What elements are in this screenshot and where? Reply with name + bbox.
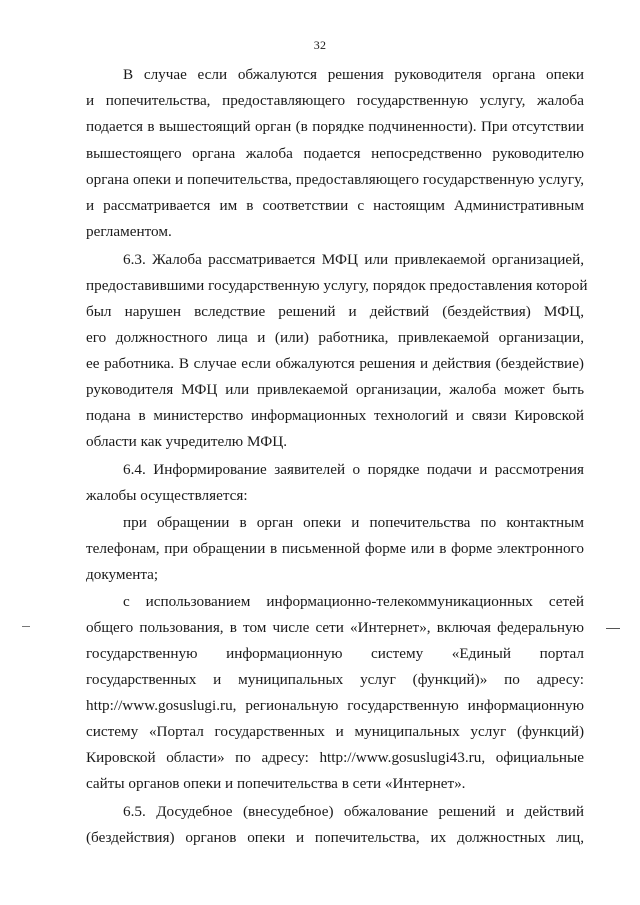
paragraph-line: телефонам, при обращении в письменной форме или в форме электронного	[86, 540, 584, 557]
paragraph-line: был нарушен вследствие решений и действий (бездействия) МФЦ,	[86, 303, 584, 320]
paragraph-line: органа опеки и попечительства, предоставляющего государственную услугу,	[86, 171, 584, 188]
paragraph-line: государственных и муниципальных услуг (функций)» по адресу:	[86, 671, 584, 688]
paragraph-line: систему «Портал государственных и муниципальных услуг (функций)	[86, 723, 584, 740]
paragraph-line: жалобы осуществляется:	[86, 487, 248, 504]
paragraph-line: при обращении в орган опеки и попечительства по контактным	[123, 514, 584, 531]
paragraph-line: Кировской области» по адресу: http://www.gosuslugi43.ru, официальные	[86, 749, 584, 766]
paragraph-line: регламентом.	[86, 223, 172, 240]
paragraph-line: с использованием информационно-телекоммуникационных сетей	[123, 593, 584, 610]
paragraph-line: сайты органов опеки и попечительства в сети «Интернет».	[86, 775, 466, 792]
paragraph-line: http://www.gosuslugi.ru, региональную государственную информационную	[86, 697, 584, 714]
page-number: 32	[313, 38, 327, 52]
paragraph-line: вышестоящего органа жалоба подается непосредственно руководителю	[86, 145, 584, 162]
paragraph-line: (бездействия) органов опеки и попечительства, их должностных лиц,	[86, 829, 584, 846]
scan-speck	[22, 626, 30, 627]
paragraph-line: документа;	[86, 566, 159, 583]
paragraph-line: подана в министерство информационных технологий и связи Кировской	[86, 407, 584, 424]
paragraph-line: предоставившими государственную услугу, порядок предоставления которой	[86, 277, 588, 294]
paragraph-line: области как учредителю МФЦ.	[86, 433, 288, 450]
paragraph-line: 6.5. Досудебное (внесудебное) обжалование решений и действий	[123, 803, 584, 820]
paragraph-line: В случае если обжалуются решения руководителя органа опеки	[123, 66, 584, 83]
paragraph-line: 6.3. Жалоба рассматривается МФЦ или привлекаемой организацией,	[123, 251, 584, 268]
paragraph-line: ее работника. В случае если обжалуются решения и действия (бездействие)	[86, 355, 584, 372]
paragraph-line: общего пользования, в том числе сети «Интернет», включая федеральную	[86, 619, 584, 636]
paragraph-line: государственную информационную систему «Единый портал	[86, 645, 584, 662]
paragraph-line: и рассматривается им в соответствии с настоящим Административным	[86, 197, 584, 214]
paragraph-line: 6.4. Информирование заявителей о порядке подачи и рассмотрения	[123, 461, 584, 478]
paragraph-line: подается в вышестоящий орган (в порядке подчиненности). При отсутствии	[86, 118, 584, 135]
paragraph-line: его должностного лица и (или) работника, привлекаемой организации,	[86, 329, 584, 346]
paragraph-line: и попечительства, предоставляющего государственную услугу, жалоба	[86, 92, 584, 109]
paragraph-line: руководителя МФЦ или привлекаемой организации, жалоба может быть	[86, 381, 584, 398]
scan-speck	[606, 628, 620, 629]
